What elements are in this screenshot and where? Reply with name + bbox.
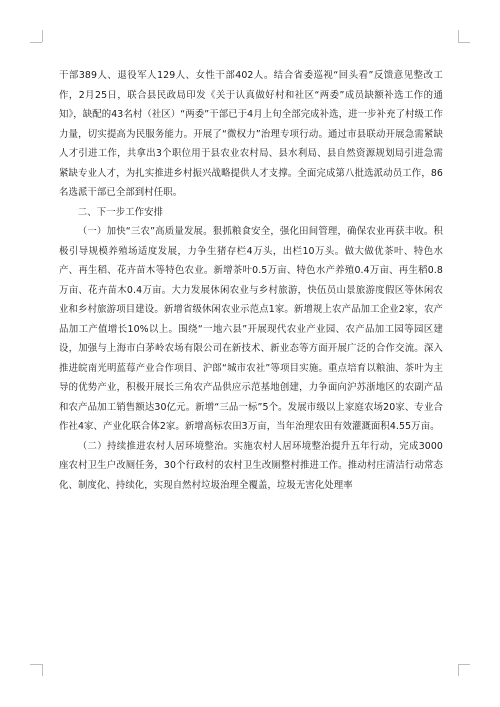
crop-mark-top-right-v — [458, 30, 459, 42]
crop-mark-bottom-right-v — [458, 664, 459, 676]
crop-mark-top-left-h — [30, 42, 42, 43]
paragraph-agriculture-development: （一）加快“三农”高质量发展。狠抓粮食安全，强化田间管理，确保农业再获丰收。积极引导规模养殖场适度发展，力争生猪存栏4万头，出栏10万头。做大做优茶叶、特色水产、再生稻、花卉苗木等特色农业。新增茶叶0.5万亩、特色水产养殖0.4万亩、再生稻0.8万亩、花卉苗木0.4万亩。大力发展休闲农业与乡村旅游，快伍员山景旅游度假区等休闲农业和乡村旅游项目建设。新增省级休闲农业示范点1家。新增规上农产品加工企业2家，农产品加工产值增长10%以上。围绕“一地六县”开展现代农业产业园、农产品加工园等园区建设，加强与上海市白茅岭农场有限公司在新技术、新业态等方面开展广泛的合作交流。深入推进皖南光明蓝莓产业合作项目、沪郎“城市农社”等项目实施。重点培育以粮油、茶叶为主导的优势产业，积极开展长三角农产品供应示范基地创建，力争面向沪苏浙地区的农副产品和农产品加工销售额达30亿元。新增“三品一标”5个。发展市级以上家庭农场20家、专业合作社4家、产业化联合体2家。新增高标农田3万亩，当年治理农田有效灌溉面积4.55万亩。 — [59, 226, 443, 432]
crop-mark-bottom-left-h — [30, 664, 42, 665]
paragraph-rural-environment: （二）持续推进农村人居环境整治。实施农村人居环境整治提升五年行动，完成3000座农村卫生户改厕任务，30个行政村的农村卫生改厕整村推进工作。推动村庄清洁行动常态化、制度化、持续化，实现自然村垃圾治理全覆盖，垃圾无害化处理率 — [59, 440, 443, 491]
crop-mark-bottom-right-h — [458, 664, 470, 665]
crop-mark-bottom-left-v — [42, 664, 43, 676]
crop-mark-top-right-h — [458, 42, 470, 43]
section-heading-next-steps: 二、下一步工作安排 — [77, 206, 164, 218]
paragraph-personnel-summary: 干部389人、退役军人129人、女性干部402人。结合省委巡视“回头看”反馈意见整改工作，2月25日，联合县民政局印发《关于认真做好村和社区“两委”成员缺额补选工作的通知》，缺配的43名村（社区）“两委”干部已于4月上旬全部完成补选，进一步补充了村级工作力量，切实提高为民服务能力。开展了“微权力”治理专项行动。通过市县联动开展急需紧缺人才引进工作，共拿出3个职位用于县农业农村局、县水利局、县自然资源规划局引进急需紧缺专业人才，为扎实推进乡村振兴战略提供人才支撑。全面完成第八批选派动员工作，86名选派干部已全部到村任职。 — [59, 70, 443, 198]
crop-mark-top-left-v — [42, 30, 43, 42]
document-body — [59, 66, 443, 495]
